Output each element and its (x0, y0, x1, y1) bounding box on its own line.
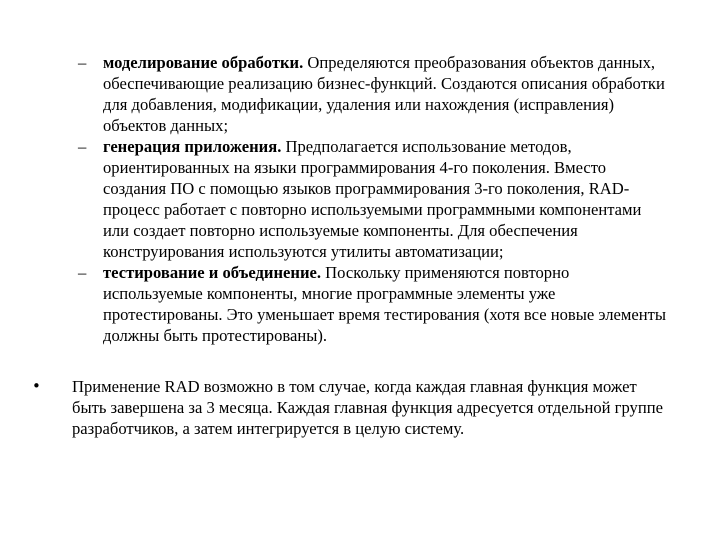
item-text: Определяются преобразования объектов данных, обеспечивающие реализацию бизнес-функций. Создаются описания обработки для добавления, модификации, удаления или нахождения (исправления) объектов данных; (103, 53, 665, 135)
term-bold: моделирование обработки. (103, 53, 304, 72)
item-text: Применение RAD возможно в том случае, когда каждая главная функция может быть завершена за 3 месяца. Каждая главная функция адресуется отдельной группе разработчиков, а затем интегрируется в целую систему. (72, 377, 663, 438)
dash-marker: – (78, 263, 87, 282)
main-bullet-list (32, 376, 672, 439)
list-item (78, 136, 668, 262)
item-text: Предполагается использование методов, ориентированных на языки программирования 4-го поколения. Вместо создания ПО с помощью языков программирования 3-го поколения, RAD-процесс работает с повторно используемыми программными компонентами или создает повторно используемые компоненты. Для обеспечения конструирования используются утилиты автоматизации; (103, 137, 642, 261)
item-text: Поскольку применяются повторно используемые компоненты, многие программные элементы уже протестированы. Это уменьшает время тестирования (хотя все новые элементы должны быть протестированы). (103, 263, 667, 345)
bullet-marker: • (32, 377, 41, 395)
list-item (78, 262, 668, 346)
list-item (32, 376, 672, 439)
dash-marker: – (78, 137, 87, 156)
term-bold: тестирование и объединение. (103, 263, 322, 282)
sub-bullet-list (78, 52, 668, 346)
term-bold: генерация приложения. (103, 137, 282, 156)
dash-marker: – (78, 53, 87, 72)
list-item (78, 52, 668, 136)
